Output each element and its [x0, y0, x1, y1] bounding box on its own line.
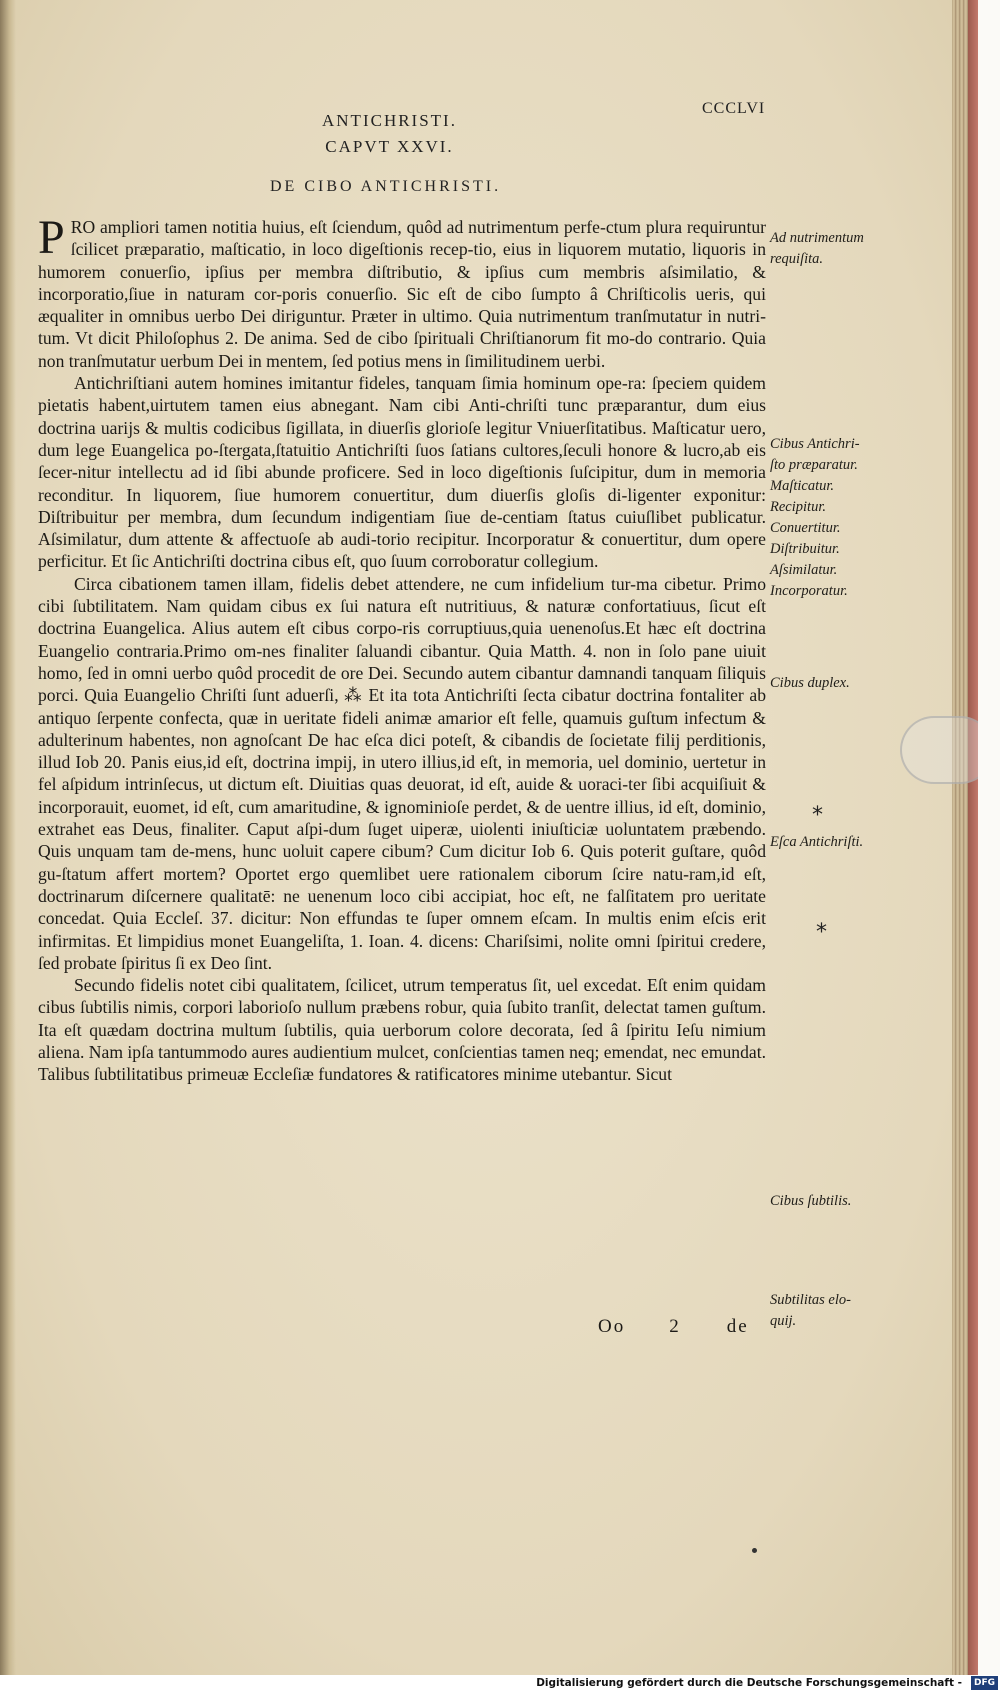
folio-number: CCCLVI: [702, 100, 766, 117]
margin-line: Recipitur.: [770, 499, 826, 515]
signature-number: 2: [669, 1316, 681, 1337]
margin-line: Ad nutrimentum: [770, 230, 864, 246]
chapter-heading: CAPVT XXVI.: [325, 137, 454, 156]
section-title: DE CIBO ANTICHRISTI.: [270, 178, 502, 195]
drop-capital: P: [38, 211, 65, 264]
page-clip: [900, 716, 978, 784]
margin-line: Aſsimilatur.: [770, 562, 838, 578]
paragraph-1: [38, 211, 766, 372]
margin-note-nutrimentum: [770, 228, 888, 270]
margin-line: ſto præparatur.: [770, 457, 858, 473]
dfg-logo: DFG: [971, 1676, 998, 1690]
paragraph-1-text: RO ampliori tamen notitia huius, eſt ſciendum, quôd ad nutrimentum perfe-ctum plura requiruntur ſcilicet præparatio, maſticatio, in loco digeſtionis recep-tio, eius in liquorem mutatio, liquoris in humorem conuerſio, ipſius per membra diſtributio, & ipſius cum membris aſsimilatio, & incorporatio,ſiue in naturam cor-poris conuerſio. Sic eſt de cibo ſumpto â Chriſticolis ueris, qui æqualiter in omnibus uerbo Dei diriguntur. Præter in ultimo. Quia nutrimentum tranſmutatur in nutri-tum. Vt dicit Philoſophus 2. De anima. Sed de cibo ſpirituali Chriſtianorum fit mo-do contrario. Quia non tranſmutatur uerbum Dei in mentem, ſed potius mens in ſimilitudinem uerbi.: [38, 217, 766, 371]
asterisk-mark: *: [812, 803, 823, 828]
margin-line: Diſtribuitur.: [770, 541, 840, 557]
ink-dot: [752, 1548, 757, 1553]
red-edge: [968, 0, 978, 1675]
margin-line: Subtilitas elo-: [770, 1292, 851, 1308]
margin-line: quij.: [770, 1313, 797, 1329]
running-title: ANTICHRISTI.: [322, 111, 457, 130]
margin-note-cibus-duplex: [770, 673, 888, 694]
margin-line: Cibus ſubtilis.: [770, 1193, 852, 1209]
asterisk-mark: *: [816, 920, 827, 945]
margin-note-esca: [770, 832, 888, 853]
margin-line: Conuertitur.: [770, 520, 841, 536]
digitization-footer: [0, 1675, 1000, 1692]
margin-line: Incorporatur.: [770, 583, 848, 599]
margin-note-subtilitas: [770, 1290, 888, 1332]
running-header: [322, 108, 457, 160]
margin-note-cibus-antichristo: [770, 434, 888, 602]
margin-line: Eſca Antichriſti.: [770, 834, 864, 850]
catchline: [598, 1316, 749, 1338]
margin-note-cibus-subtilis: [770, 1191, 888, 1212]
margin-line: Cibus duplex.: [770, 675, 850, 691]
margin-line: Cibus Antichri-: [770, 436, 860, 452]
footer-credit: Digitalisierung gefördert durch die Deutsche Forschungsgemeinschaft -: [536, 1677, 962, 1689]
page-gutter: [0, 0, 16, 1675]
body-text: [38, 211, 766, 1086]
paragraph-3: Circa cibationem tamen illam, fidelis debet attendere, ne cum infidelium tur-ma cibetur. Primo cibi ſubtilitatem. Nam quidam cibus ex ſui natura eſt nutritiuus, & naturæ confortatiuus, ſicut eſt doctrina Euangelica. Alius autem eſt cibus corpo-ris corruptiuus,quia uenenoſus.Et hæc eſt doctrina Euangelio contraria.Primo om-nes finaliter ſaluandi cibantur. Quia Matth. 4. non in ſolo pane uiuit homo, ſed in omni uerbo quôd procedit de ore Dei. Secundo autem cibantur damnandi tanquam ſiliquis porci. Quia Euangelio Chriſti ſunt aduerſi, ⁂ Et ita tota Antichriſti ſecta cibatur doctrina fontaliter ab antiquo ſerpente confecta, quæ in ueritate fideli animæ amarior eſt felle, quamuis guſtum infectum & adulterinum habentes, non agnoſcant De hac eſca dici poteſt, & cibandis de ſocietate filij perditionis, illud Iob 20. Panis eius,id eſt, doctrina impij, in utero illius,id eſt, in memoria, uel dominio, uertetur in fel aſpidum intrinſecus, ut dictum eſt. Diuitias quas deuorat, id eſt, auide & uoraci-ter ſibi acquiſiuit & incorporauit, euomet, id eſt, cum amaritudine, & ignominioſe perdet, & de uentre illius, id eſt, dominio, extrahet eas Deus, finaliter. Caput aſpi-dum ſuget uiperæ, uiolenti iniuſticiæ uoluntatem præbendo. Quis unquam tam de-mens, hunc uoluit capere cibum? Cum dicitur Iob 6. Quis poterit guſtare, quôd gu-ſtatum affert mortem? Oportet ergo quemlibet uere rationalem ciborum ſcire natu-ram,id eſt, doctrinarum diſcernere qualitatē: ne uenenum loco cibi accipiat, hoc eſt, ne falſitatem pro ueritate concedat. Quia Eccleſ. 37. dicitur: Non effundas te ſuper omnem eſcam. In multis enim eſcis erit infirmitas. Et limpidius monet Euangeliſta, 1. Ioan. 4. dicens: Chariſsimi, nolite omni ſpiritui credere, ſed probate ſpiritus ſi ex Deo ſint.: [38, 573, 766, 973]
paragraph-4: Secundo fidelis notet cibi qualitatem, ſcilicet, utrum temperatus ſit, uel excedat. Eſt enim quidam cibus ſubtilis nimis, corpori laborioſo nullum præbens robur, quia ſubito tranſit, delectat tamen guſtum. Ita eſt quædam doctrina multum ſubtilis, quia uerborum colore decorata, ſed â ſpiritu Ieſu nimium aliena. Nam ipſa tantummodo aures audientium mulcet, conſcientias tamen neq; emendat, nec emundat. Talibus ſubtilitatibus primeuæ Eccleſiæ fundatores & ratificatores minime utebantur. Sicut: [38, 975, 766, 1085]
paragraph-2: Antichriſtiani autem homines imitantur fideles, tanquam ſimia hominum ope-ra: ſpeciem quidem pietatis habent,uirtutem tamen eius abnegant. Nam cibi Anti-chriſti tunc præparantur, dum eius doctrina uarijs & multis codicibus ſigillata, in diuerſis glorioſe legitur Vniuerſitatibus. Maſticatur uero, dum lege Euangelica po-ſtergata,ſtatuitio Antichriſti ſuos ſatians cultores,ſeculi honore & lucro,ab eis ſecer-nitur intellectu ad id ſibi abunde proficere. Sed in loco digeſtionis ſuſcipitur, dum in memoria reconditur. In liquorem, ſiue humorem conuertitur, dum diuerſis gloſis di-ligenter exponitur: Diſtribuitur per membra, dum ſecundum indigentiam ſiue de-centiam ſtatus cuiuſlibet publicatur. Aſsimilatur, dum attente & affectuoſe ab audi-torio recipitur. Incorporatur & conuertitur, dum opere perficitur. Et ſic Antichriſti doctrina cibus eſt, quo ſuum corroboratur collegium.: [38, 373, 766, 572]
margin-line: Maſticatur.: [770, 478, 835, 494]
margin-line: requiſita.: [770, 251, 824, 267]
signature-mark: Oo: [598, 1316, 626, 1337]
catchword: de: [726, 1316, 749, 1337]
